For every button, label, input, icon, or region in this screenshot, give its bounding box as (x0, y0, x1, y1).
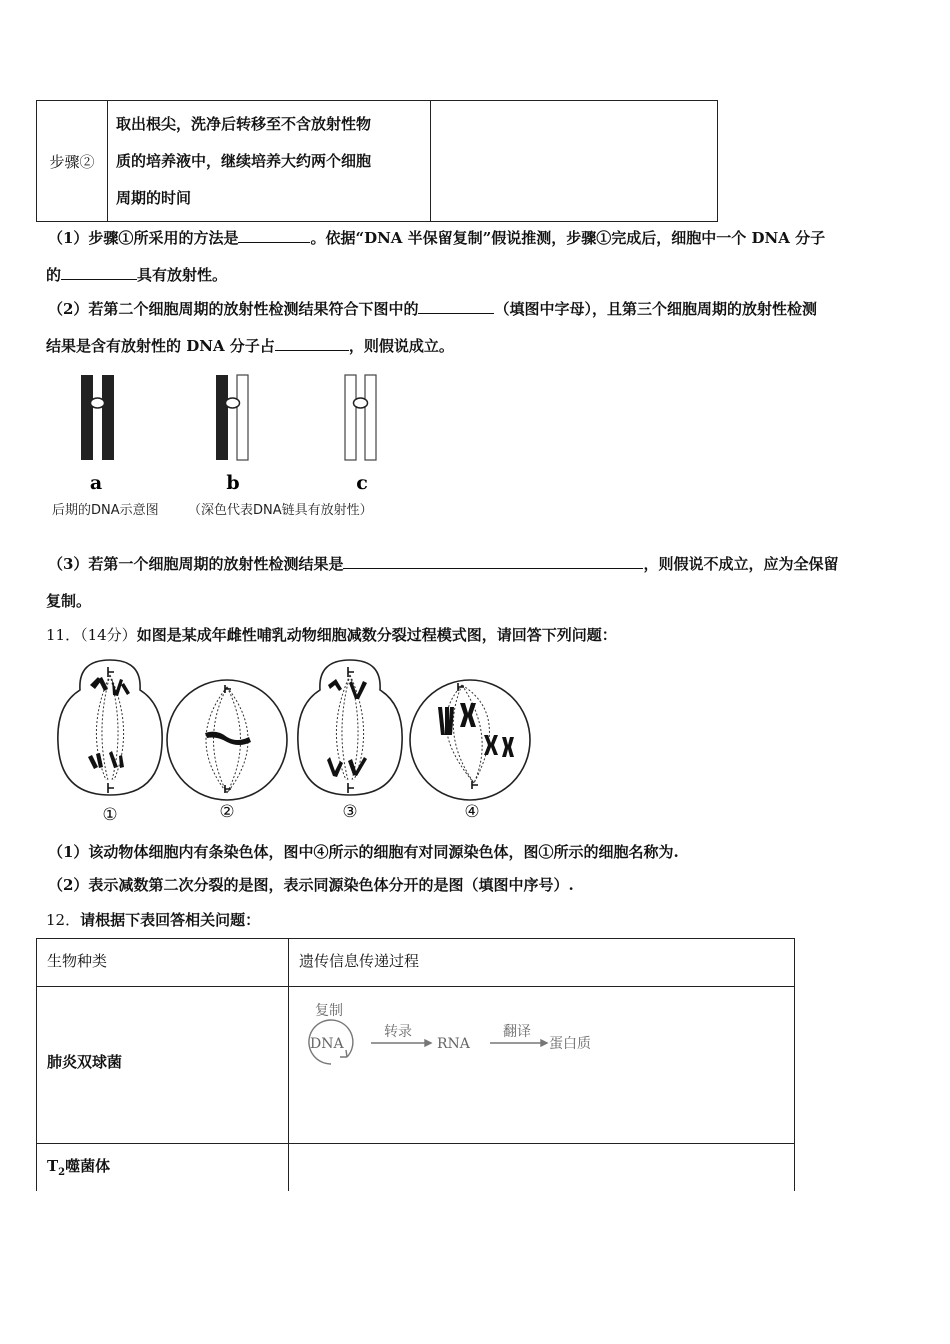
answer-blank[interactable] (238, 228, 310, 243)
cell-label-3: ③ (342, 802, 358, 822)
translation-label: 翻译 (503, 1024, 531, 1040)
column-divider (288, 939, 289, 1191)
dna-a (81, 375, 114, 460)
label-c: c (356, 472, 368, 494)
dna-c (345, 375, 376, 460)
cell-label-4: ④ (464, 802, 480, 822)
cell-3 (298, 660, 402, 795)
central-dogma-diagram (299, 997, 619, 1077)
answer-blank[interactable] (418, 299, 494, 314)
question-number: 12． (46, 911, 81, 929)
q10-part2-line1: （2）若第二个细胞周期的放射性检测结果符合下图中的 （填图中字母），且第三个细胞周期的放射性检测 (48, 300, 817, 318)
q10-part3-line2: 复制。 (46, 592, 92, 610)
transcription-label: 转录 (384, 1024, 412, 1040)
step-line: 质的培养液中，继续培养大约两个细胞 (116, 151, 372, 170)
row-t2-phage: $T_2$噬菌体 (47, 1157, 111, 1178)
step-label: 步骤② (49, 152, 95, 171)
experiment-table (36, 100, 718, 222)
step-description-cell (108, 101, 431, 222)
row-pneumococcus: 肺炎双球菌 (47, 1053, 123, 1071)
header-species: 生物种类 (47, 952, 108, 970)
header-process: 遗传信息传递过程 (299, 952, 420, 970)
q11-part1: （1）该动物体细胞内有条染色体，图中④所示的细胞有对同源染色体，图①所示的细胞名称为. (48, 843, 679, 861)
header-divider (37, 986, 794, 987)
cell-1 (58, 660, 162, 795)
step-line: 周期的时间 (116, 188, 192, 207)
q11-stem: 11．（14分）如图是某成年雌性哺乳动物细胞减数分裂过程模式图，请回答下列问题： (46, 626, 617, 644)
meiosis-figure (40, 655, 540, 830)
row-divider (37, 1143, 794, 1144)
dna-b (216, 375, 248, 460)
step-label-cell (37, 101, 108, 222)
dna-figure (40, 365, 420, 530)
dna-node: DNA (310, 1036, 344, 1052)
q11-part2: （2）表示减数第二次分裂的是图，表示同源染色体分开的是图（填图中序号）. (48, 876, 574, 894)
figure-caption-left: 后期的DNA示意图 (52, 503, 159, 518)
q10-part1-line2: 的 具有放射性。 (46, 266, 228, 284)
cell-label-2: ② (219, 802, 235, 822)
q10-part1-line1: （1）步骤①所采用的方法是 。依据“DNA 半保留复制”假说推测，步骤①完成后，细胞中一个 DNA 分子 (48, 229, 826, 247)
empty-cell (431, 101, 718, 222)
answer-blank[interactable] (61, 265, 137, 280)
figure-caption-right: （深色代表DNA链具有放射性） (188, 503, 373, 518)
step-line: 取出根尖，洗净后转移至不含放射性物 (116, 114, 372, 133)
q10-part2-line2: 结果是含有放射性的 DNA 分子占 ，则假说成立。 (46, 337, 454, 355)
label-a: a (89, 472, 103, 494)
q12-table (36, 938, 795, 1191)
question-score: （14分） (80, 626, 137, 644)
rna-node: RNA (437, 1036, 470, 1052)
answer-blank[interactable] (343, 554, 643, 569)
protein-node: 蛋白质 (549, 1036, 591, 1052)
q12-stem: 12．请根据下表回答相关问题： (46, 911, 261, 929)
answer-blank[interactable] (275, 336, 349, 351)
cell-label-1: ① (102, 805, 118, 825)
q10-part3-line1: （3）若第一个细胞周期的放射性检测结果是 ，则假说不成立，应为全保留 (48, 555, 839, 573)
replication-label: 复制 (315, 1003, 343, 1019)
question-number: 11． (46, 626, 81, 644)
label-b: b (226, 472, 240, 494)
